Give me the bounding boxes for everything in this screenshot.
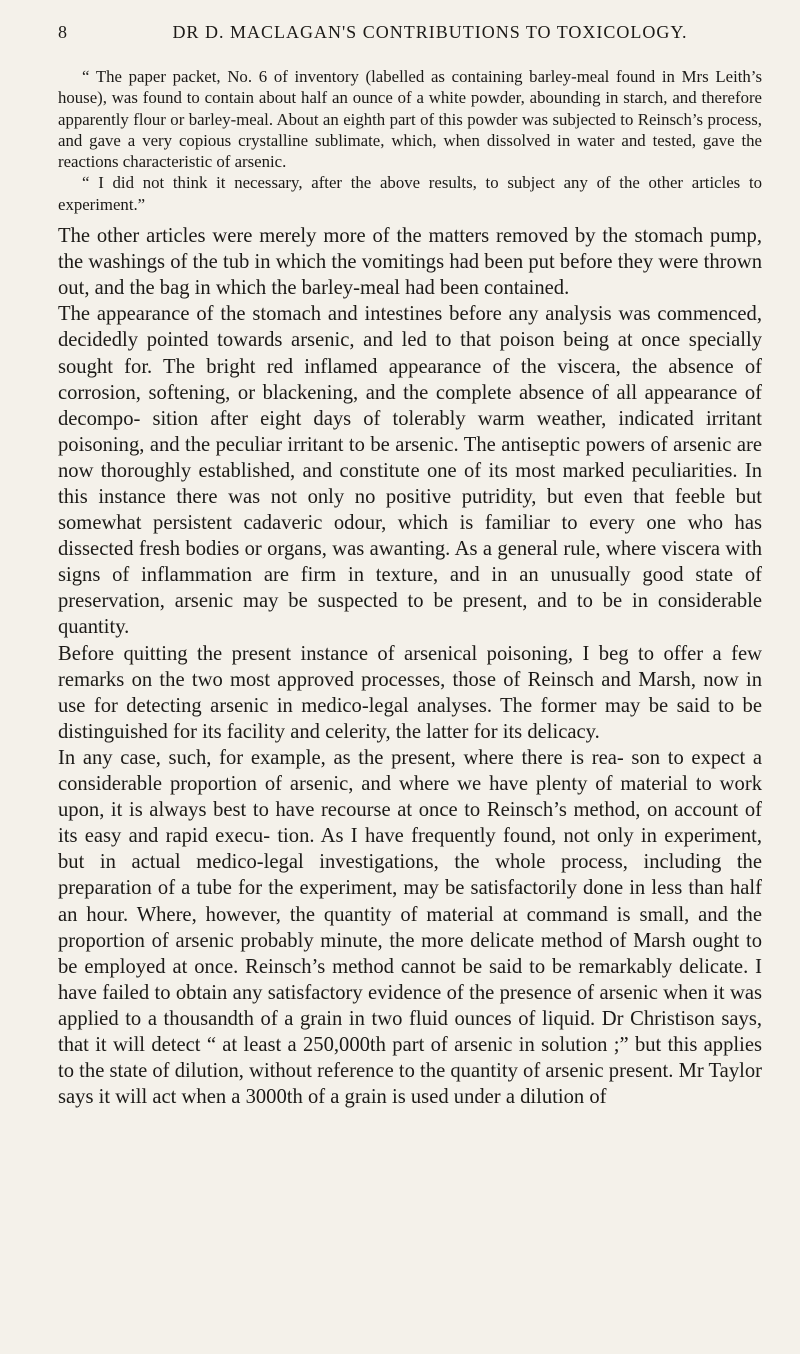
body-paragraph: The other articles were merely more of the matters removed by the stomach pump, the washings of the tub in which the vomitings had been put before they were thrown out, and the bag in which the barley-meal had been contained. (58, 225, 762, 300)
quote-paragraph: “ The paper packet, No. 6 of inventory (labelled as containing barley-meal found in Mrs Leith’s house), was found to contain about half an ounce of a white powder, abounding in starch, and therefore apparently flour or barley-meal. About an eighth part of this powder was subjected to Reinsch’s process, and gave a very copious crystalline sublimate, which, when dissolved in water and tested, gave the reactions characteristic of arsenic. (58, 67, 762, 172)
running-title: DR D. MACLAGAN'S CONTRIBUTIONS TO TOXICOLOGY. (172, 22, 688, 42)
quote-paragraph: “ I did not think it necessary, after the above results, to subject any of the other articles to experiment.” (58, 173, 762, 214)
body-paragraph: Before quitting the present instance of arsenical poisoning, I beg to offer a few remarks on the two most approved processes, those of Reinsch and Marsh, now in use for detecting arsenic in medico-legal analyses. The former may be said to be distinguished for its facility and celerity, the latter for its delicacy. (58, 642, 762, 743)
page-number: 8 (58, 22, 68, 42)
body-paragraph: In any case, such, for example, as the present, where there is rea- son to expect a considerable proportion of arsenic, and where we have plenty of material to work upon, it is always best to have recourse at once to Reinsch’s method, on account of its easy and rapid execu- tion. As I have frequently found, not only in experiment, but in actual medico-legal investigations, the whole process, including the preparation of a tube for the experiment, may be satisfactorily done in less than half an hour. Where, however, the quantity of material at command is small, and the proportion of arsenic probably minute, the more delicate method of Marsh ought to be employed at once. Reinsch’s method cannot be said to be remarkably delicate. I have failed to obtain any satisfactory evidence of the presence of arsenic when it was applied to a thousandth of a grain in two fluid ounces of liquid. Dr Christison says, that it will detect “ at least a 250,000th part of arsenic in solution ;” but this applies to the state of dilution, without reference to the quantity of arsenic present. Mr Taylor says it will act when a 3000th of a grain is used under a dilution of (58, 746, 762, 1109)
quoted-report (58, 66, 762, 215)
main-text (58, 223, 762, 1110)
running-head (58, 22, 762, 52)
body-paragraph: The appearance of the stomach and intestines before any analysis was commenced, decidedly pointed towards arsenic, and led to that poison being at once specially sought for. The bright red inflamed appearance of the viscera, the absence of corrosion, softening, or blackening, and the complete absence of all appearance of decompo- sition after eight days of tolerably warm weather, indicated irritant poisoning, and the peculiar irritant to be arsenic. The antiseptic powers of arsenic are now thoroughly established, and constitute one of its most marked peculiarities. In this instance there was not only no positive putridity, but even that feeble but somewhat persistent cadaveric odour, which is familiar to every one who has dissected fresh bodies or organs, was awanting. As a general rule, where viscera with signs of inflammation are firm in texture, and in an unusually good state of preservation, arsenic may be suspected to be present, and to be in considerable quantity. (58, 303, 762, 639)
